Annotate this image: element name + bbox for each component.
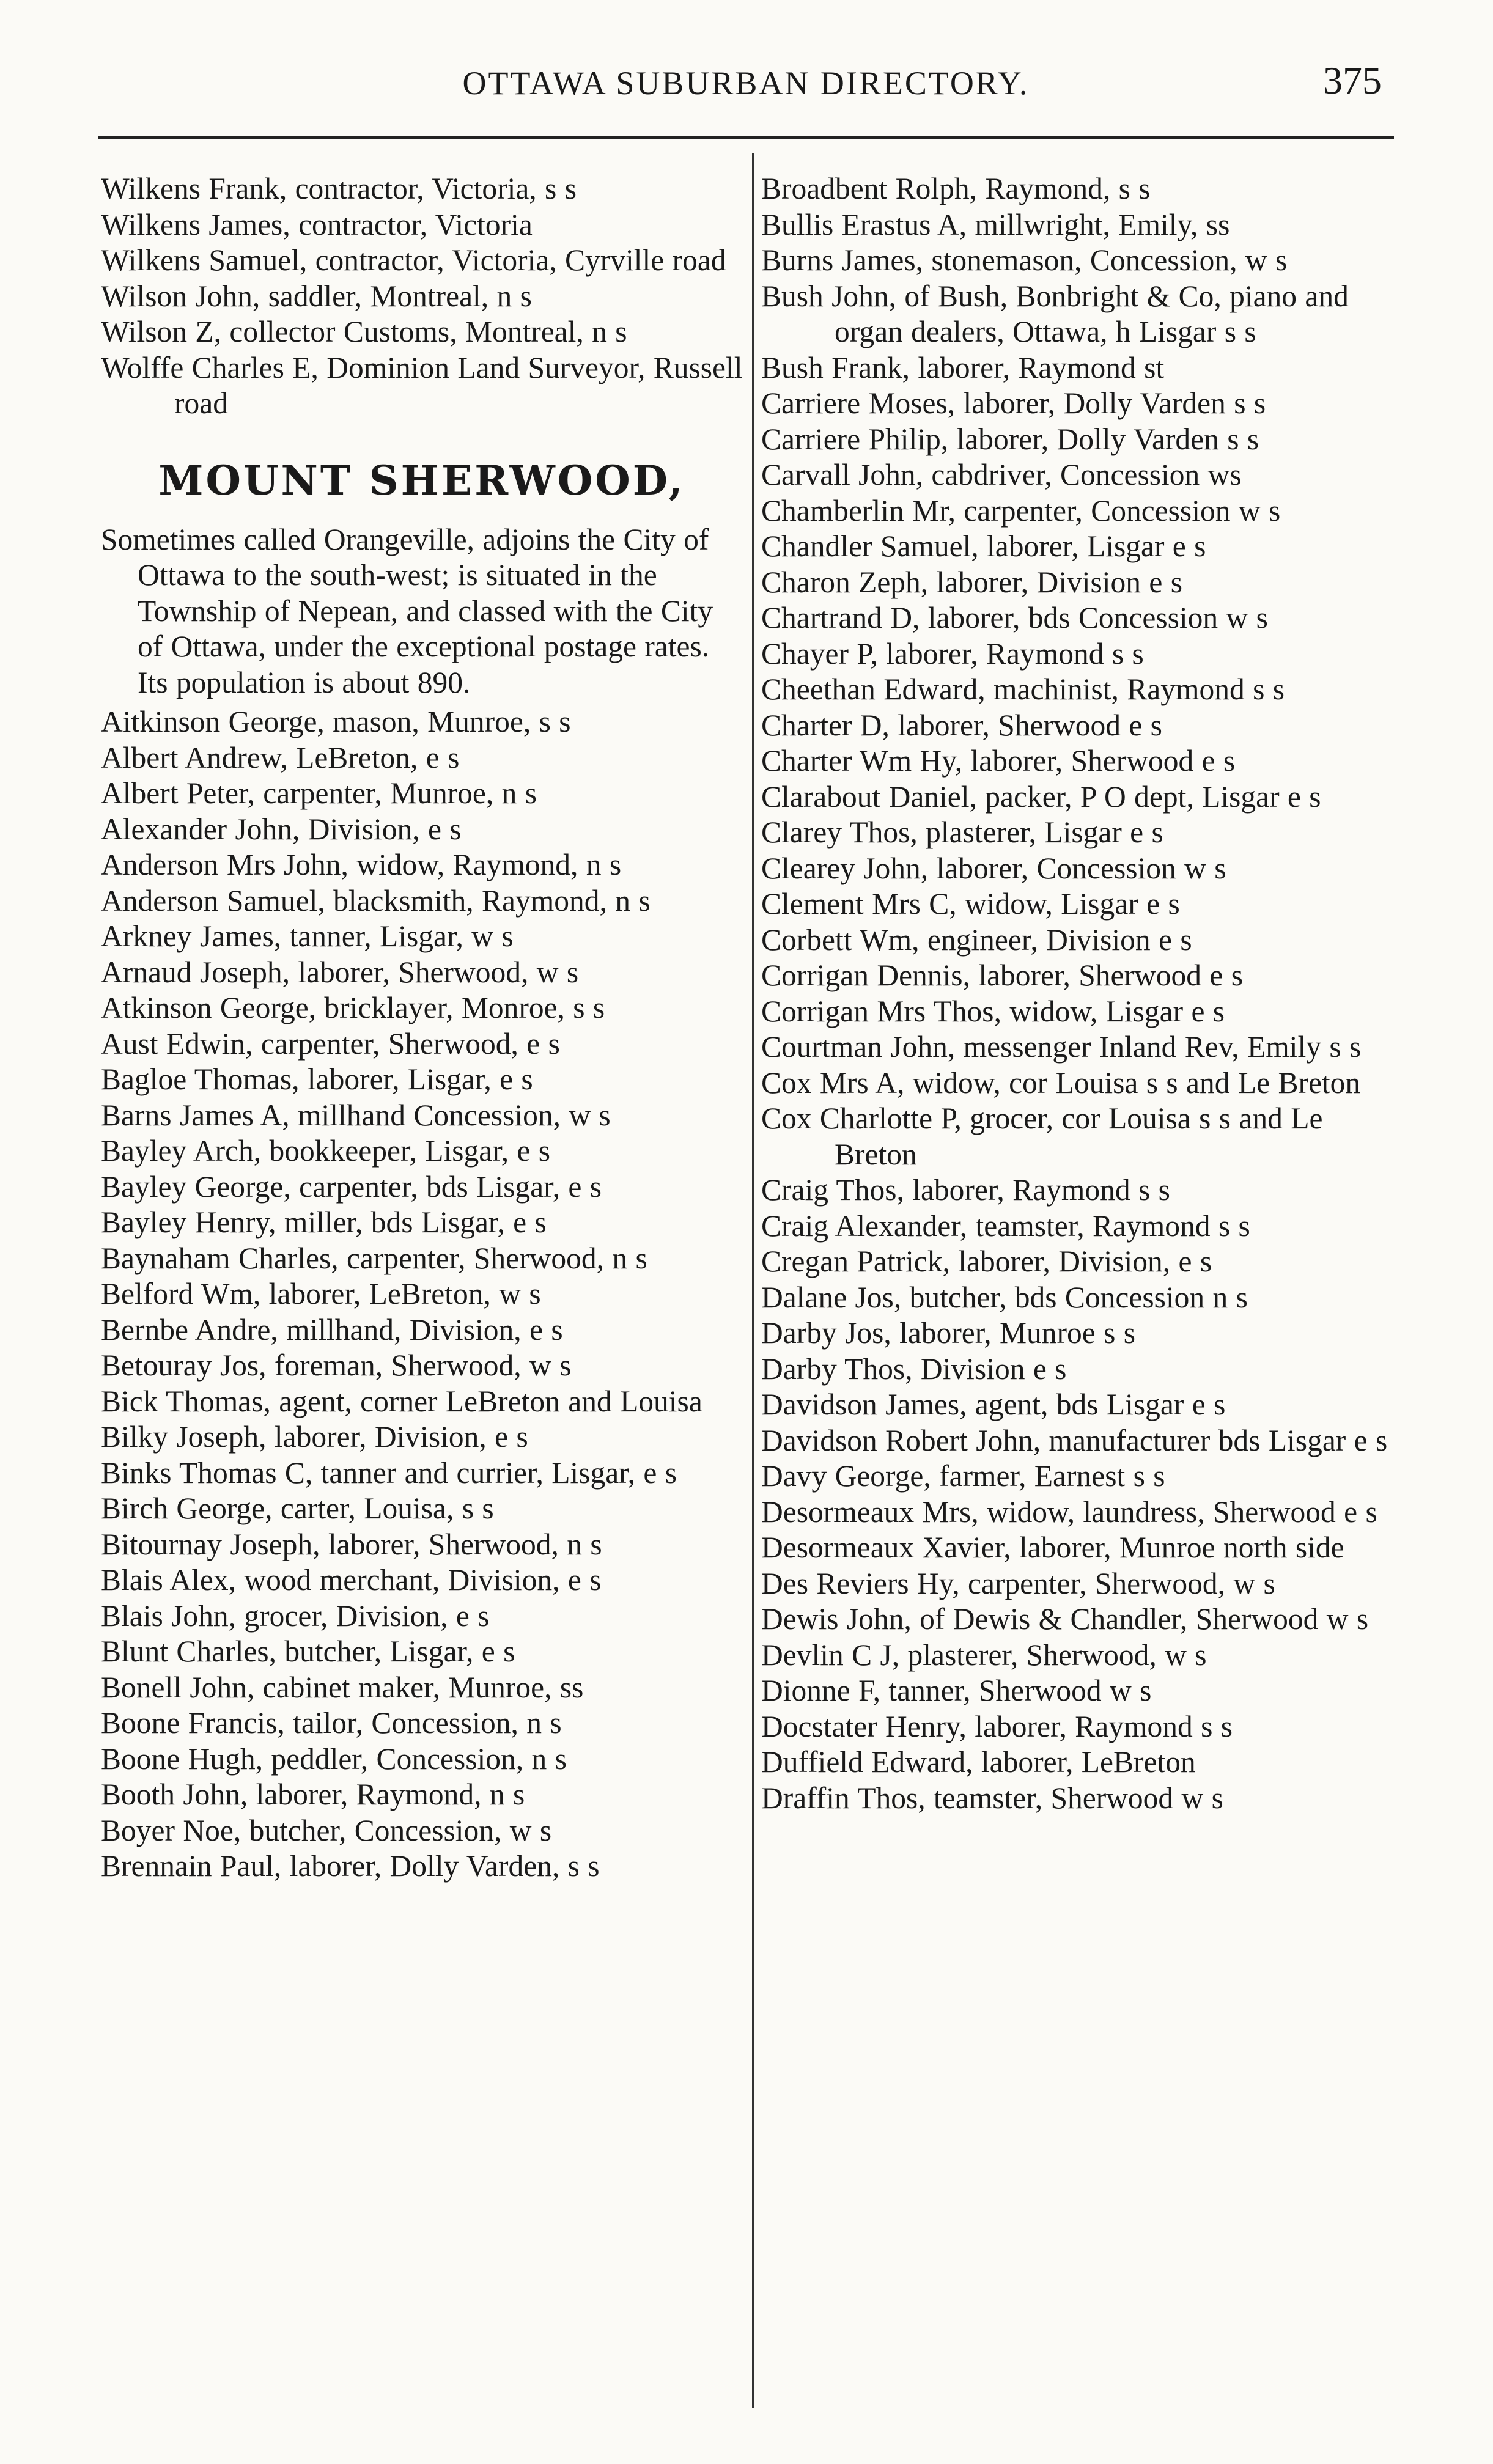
- directory-entry: Corrigan Mrs Thos, widow, Lisgar e s: [761, 994, 1225, 1028]
- directory-entry: Devlin C J, plasterer, Sherwood, w s: [761, 1638, 1207, 1672]
- directory-entry: Carriere Philip, laborer, Dolly Varden s s: [761, 422, 1259, 456]
- directory-entry: Wilson John, saddler, Montreal, n s: [101, 279, 532, 313]
- directory-entry: Desormeaux Mrs, widow, laundress, Sherwood e s: [761, 1495, 1377, 1529]
- directory-entry: Barns James A, millhand Concession, w s: [101, 1098, 611, 1132]
- directory-entry: Chayer P, laborer, Raymond s s: [761, 636, 1144, 671]
- directory-entry: Des Reviers Hy, carpenter, Sherwood, w s: [761, 1566, 1275, 1600]
- directory-entry: Chartrand D, laborer, bds Concession w s: [761, 601, 1268, 634]
- directory-entry: Cregan Patrick, laborer, Division, e s: [761, 1245, 1212, 1278]
- directory-entry: Belford Wm, laborer, LeBreton, w s: [101, 1277, 541, 1311]
- directory-entry: Chamberlin Mr, carpenter, Concession w s: [761, 493, 1281, 528]
- directory-entry: Bitournay Joseph, laborer, Sherwood, n s: [101, 1527, 602, 1561]
- directory-entry: Bayley George, carpenter, bds Lisgar, e s: [101, 1169, 602, 1204]
- directory-entry: Charter D, laborer, Sherwood e s: [761, 708, 1162, 742]
- directory-entry: Clement Mrs C, widow, Lisgar e s: [761, 887, 1180, 921]
- directory-entry: Wilson Z, collector Customs, Montreal, n s: [101, 315, 627, 348]
- directory-entry: Bayley Henry, miller, bds Lisgar, e s: [101, 1205, 547, 1239]
- directory-entry: Davidson James, agent, bds Lisgar e s: [761, 1388, 1226, 1421]
- left-entries: [101, 704, 743, 1885]
- directory-entry: Docstater Henry, laborer, Raymond s s: [761, 1709, 1233, 1743]
- directory-entry: Craig Alexander, teamster, Raymond s s: [761, 1208, 1250, 1243]
- directory-entry: Baynaham Charles, carpenter, Sherwood, n s: [101, 1241, 647, 1275]
- directory-entry: Darby Thos, Division e s: [761, 1352, 1067, 1386]
- directory-entry: Arkney James, tanner, Lisgar, w s: [101, 919, 514, 953]
- directory-entry: Carvall John, cabdriver, Concession ws: [761, 458, 1242, 491]
- section-heading: MOUNT SHERWOOD,: [158, 456, 685, 504]
- directory-entry: Corrigan Dennis, laborer, Sherwood e s: [761, 958, 1243, 992]
- directory-entry: Alexander John, Division, e s: [101, 812, 462, 846]
- directory-entry: Clarey Thos, plasterer, Lisgar e s: [761, 815, 1163, 849]
- directory-entry: Arnaud Joseph, laborer, Sherwood, w s: [101, 955, 579, 989]
- directory-entry: Davy George, farmer, Earnest s s: [761, 1459, 1165, 1493]
- directory-entry: Blais John, grocer, Division, e s: [101, 1598, 490, 1633]
- directory-entry: Boone Hugh, peddler, Concession, n s: [101, 1741, 567, 1776]
- directory-entry: Chandler Samuel, laborer, Lisgar e s: [761, 529, 1206, 563]
- running-title: OTTAWA SUBURBAN DIRECTORY.: [462, 65, 1030, 101]
- directory-entry: Bush Frank, laborer, Raymond st: [761, 350, 1165, 384]
- directory-entry: Anderson Mrs John, widow, Raymond, n s: [101, 848, 622, 881]
- directory-entry: Clearey John, laborer, Concession w s: [761, 851, 1226, 885]
- directory-entry: Blunt Charles, butcher, Lisgar, e s: [101, 1635, 515, 1668]
- directory-entry: Booth John, laborer, Raymond, n s: [101, 1778, 525, 1811]
- page-header: [98, 58, 1394, 119]
- directory-entry: Craig Thos, laborer, Raymond s s: [761, 1173, 1170, 1207]
- right-column: [761, 171, 1403, 1816]
- directory-entry: Dalane Jos, butcher, bds Concession n s: [761, 1280, 1248, 1314]
- directory-entry: Cheethan Edward, machinist, Raymond s s: [761, 672, 1285, 706]
- directory-entry: Corbett Wm, engineer, Division e s: [761, 922, 1192, 957]
- directory-entry: Atkinson George, bricklayer, Monroe, s s: [101, 991, 605, 1024]
- directory-entry: Burns James, stonemason, Concession, w s: [761, 243, 1288, 277]
- directory-entry: Dewis John, of Dewis & Chandler, Sherwood w s: [761, 1602, 1369, 1636]
- directory-entry: Bush John, of Bush, Bonbright & Co, piano and organ dealers, Ottawa, h Lisgar s s: [761, 279, 1349, 348]
- directory-entry: Albert Andrew, LeBreton, e s: [101, 740, 460, 774]
- directory-entry: Carriere Moses, laborer, Dolly Varden s s: [761, 386, 1266, 420]
- directory-entry: Wilkens James, contractor, Victoria: [101, 207, 533, 241]
- directory-entry: Dionne F, tanner, Sherwood w s: [761, 1674, 1152, 1707]
- directory-entry: Clarabout Daniel, packer, P O dept, Lisgar e s: [761, 779, 1321, 814]
- directory-entry: Bonell John, cabinet maker, Munroe, ss: [101, 1670, 584, 1704]
- left-column: [101, 171, 743, 1885]
- section-intro: Sometimes called Orangeville, adjoins the City of Ottawa to the south-west; is situated in the Township of Nepean, and classed with the City of Ottawa, under the exceptional postage rates. Its population is about 890.: [101, 522, 713, 699]
- directory-entry: Wilkens Samuel, contractor, Victoria, Cyrville road: [101, 243, 726, 277]
- directory-entry: Draffin Thos, teamster, Sherwood w s: [761, 1781, 1223, 1815]
- directory-entry: Binks Thomas C, tanner and currier, Lisgar, e s: [101, 1455, 677, 1490]
- directory-entry: Betouray Jos, foreman, Sherwood, w s: [101, 1348, 572, 1382]
- directory-entry: Broadbent Rolph, Raymond, s s: [761, 172, 1151, 205]
- directory-entry: Birch George, carter, Louisa, s s: [101, 1491, 494, 1525]
- page-number: 375: [1323, 59, 1382, 102]
- directory-entry: Bernbe Andre, millhand, Division, e s: [101, 1312, 563, 1347]
- directory-entry: Boyer Noe, butcher, Concession, w s: [101, 1813, 552, 1847]
- right-entries: [761, 171, 1403, 1816]
- directory-entry: Aust Edwin, carpenter, Sherwood, e s: [101, 1026, 560, 1061]
- directory-entry: Wolffe Charles E, Dominion Land Surveyor, Russell road: [101, 350, 743, 420]
- directory-entry: Duffield Edward, laborer, LeBreton: [761, 1745, 1196, 1779]
- directory-entry: Bayley Arch, bookkeeper, Lisgar, e s: [101, 1134, 551, 1168]
- directory-entry: Davidson Robert John, manufacturer bds Lisgar e s: [761, 1423, 1388, 1457]
- directory-entry: Cox Mrs A, widow, cor Louisa s s and Le Breton: [761, 1065, 1361, 1100]
- column-divider: [752, 153, 754, 2408]
- left-entries-top: [101, 171, 743, 422]
- directory-entry: Desormeaux Xavier, laborer, Munroe north side: [761, 1531, 1344, 1564]
- directory-entry: Bilky Joseph, laborer, Division, e s: [101, 1420, 528, 1454]
- directory-entry: Albert Peter, carpenter, Munroe, n s: [101, 776, 537, 810]
- directory-entry: Darby Jos, laborer, Munroe s s: [761, 1316, 1136, 1350]
- directory-entry: Bagloe Thomas, laborer, Lisgar, e s: [101, 1062, 533, 1096]
- directory-entry: Brennain Paul, laborer, Dolly Varden, s s: [101, 1849, 600, 1883]
- directory-entry: Aitkinson George, mason, Munroe, s s: [101, 705, 571, 738]
- directory-entry: Boone Francis, tailor, Concession, n s: [101, 1706, 562, 1740]
- directory-entry: Anderson Samuel, blacksmith, Raymond, n s: [101, 883, 651, 918]
- directory-entry: Cox Charlotte P, grocer, cor Louisa s s and Le Breton: [761, 1101, 1323, 1171]
- directory-entry: Courtman John, messenger Inland Rev, Emily s s: [761, 1030, 1362, 1064]
- directory-entry: Charter Wm Hy, laborer, Sherwood e s: [761, 744, 1236, 778]
- header-rule: [98, 136, 1394, 139]
- directory-entry: Blais Alex, wood merchant, Division, e s: [101, 1563, 602, 1597]
- directory-entry: Wilkens Frank, contractor, Victoria, s s: [101, 172, 577, 205]
- directory-entry: Charon Zeph, laborer, Division e s: [761, 565, 1182, 599]
- directory-entry: Bick Thomas, agent, corner LeBreton and Louisa: [101, 1384, 702, 1418]
- directory-entry: Bullis Erastus A, millwright, Emily, ss: [761, 207, 1230, 241]
